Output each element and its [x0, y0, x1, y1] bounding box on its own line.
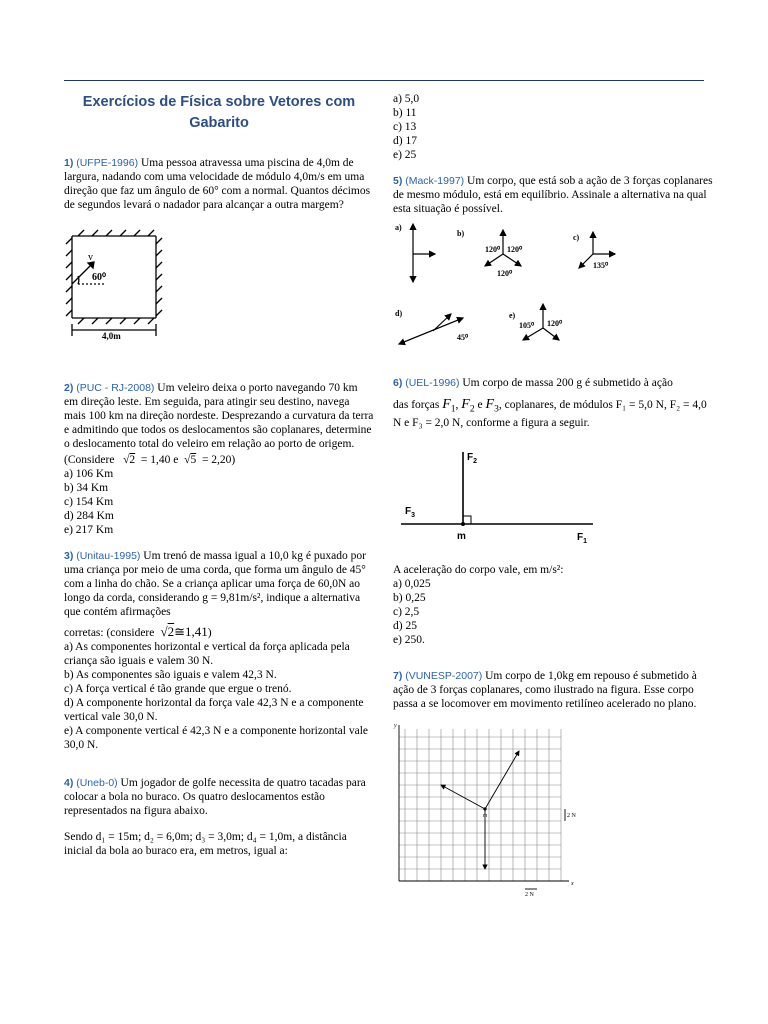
f1-label: $F_1$: [577, 532, 588, 546]
question-6: [393, 376, 713, 390]
sqrt-5: 5: [190, 454, 197, 466]
conjunction: e: [477, 399, 483, 411]
forces-label: das forças: [393, 399, 440, 411]
option: b) 0,25: [393, 592, 426, 605]
q3-options: [64, 640, 374, 752]
force-f2: F: [461, 397, 470, 412]
right-column: [393, 92, 713, 897]
question-7: [393, 669, 713, 711]
y-axis-label: y: [394, 723, 397, 730]
question-1: [64, 156, 374, 212]
option: b) As componentes são iguais e valem 42,3 N.: [64, 669, 277, 681]
angle-label: 120⁰: [485, 245, 501, 254]
question-number: 1): [64, 157, 74, 169]
question-source: (UFPE-1996): [76, 157, 139, 169]
sqrt-2: 2: [129, 454, 136, 466]
question-source: (Uneb-0): [76, 777, 118, 789]
approx-value: ≅1,41: [174, 624, 208, 639]
option: a) As componentes horizontal e vertical da força aplicada pela criança são iguais e valem 30 N.: [64, 641, 350, 667]
q6-options: [393, 577, 713, 647]
mass-label: m: [457, 531, 466, 543]
option: b) 11: [393, 107, 417, 119]
question-5: [393, 174, 713, 216]
question-4: [64, 776, 374, 818]
x-axis-label: x: [571, 881, 574, 888]
f3-label: $F_3$: [405, 506, 416, 520]
sqrt-2-value: = 1,40 e: [140, 454, 179, 466]
q2-options: [64, 467, 374, 537]
grid-forces-figure: [393, 717, 583, 897]
question-4-data: Sendo d₁ = 15m; d₂ = 6,0m; d₃ = 3,0m; d₄ = 1,0m, a distância inicial da bola ao buraco era, em metros, igual a:: [64, 831, 347, 857]
option: d) 284 Km: [64, 510, 114, 522]
option: d) A componente horizontal da força vale 42,3 N e a componente vertical vale 30,0 N.: [64, 697, 364, 723]
option: c) A força vertical é tão grande que ergue o trenó.: [64, 683, 292, 695]
question-text: Um corpo de massa 200 g é submetido à ação: [462, 377, 673, 389]
option: c) 154 Km: [64, 496, 114, 508]
question-2: [64, 381, 374, 451]
mass-point: [483, 808, 486, 811]
angle-label: 120⁰: [507, 245, 523, 254]
mass-label: m: [483, 813, 488, 820]
force-options-figure: [393, 222, 623, 352]
option: c) 2,5: [393, 606, 420, 619]
forces-figure: [393, 440, 613, 555]
force-f1-sub: 1: [450, 403, 456, 415]
pool-figure: [64, 226, 174, 341]
question-text: Um jogador de golfe necessita de quatro tacadas para colocar a bola no buraco. Os quatro deslocamentos estão representados na figura abaixo.: [64, 777, 366, 817]
option-c-label: c): [573, 233, 580, 242]
question-text: , coplanares, de módulos F₁ = 5,0 N, F₂ = 4,0 N e F₃ = 2,0 N, conforme a figura a seguir.: [393, 399, 707, 430]
option: b) 34 Km: [64, 482, 109, 494]
force-f3-sub: 3: [494, 403, 499, 415]
option: a) 0,025: [393, 578, 431, 591]
option-a-label: a): [395, 223, 402, 232]
angle-label: 45⁰: [457, 333, 469, 342]
mass-point: [461, 522, 465, 526]
f2-label: $F_2$: [467, 452, 478, 466]
option: e) 25: [393, 149, 417, 161]
question-number: 2): [64, 382, 74, 394]
angle-label: 120⁰: [497, 269, 513, 278]
header-rule: [64, 80, 704, 81]
question-6-prompt: A aceleração do corpo vale, em m/s²:: [393, 564, 564, 577]
corretas-label: corretas: (considere: [64, 627, 155, 639]
sqrt-2: 2: [167, 624, 175, 639]
question-text: Um veleiro deixa o porto navegando 70 km em direção leste. Em seguida, para atingir seu destino, navega mais 100 km na direção nordeste. Desprezando a curvatura da terra e admitindo que todos os deslocamentos são coplanares, determine o deslocamento total do veleiro em relação ao porto de origem.: [64, 382, 374, 450]
page-title: Exercícios de Física sobre Vetores com Gabarito: [82, 94, 356, 131]
angle-label: 120⁰: [547, 319, 563, 328]
question-number: 3): [64, 550, 74, 562]
option: a) 106 Km: [64, 468, 114, 480]
option-e-label: e): [509, 311, 516, 320]
question-number: 5): [393, 175, 403, 187]
horizontal-scale-label: 2 N: [525, 892, 534, 898]
question-text: Um trenó de massa igual a 10,0 kg é puxado por uma criança por meio de uma corda, que forma um ângulo de 45° com a linha do chão. Se a criança aplicar uma força de 60,0N ao longo da corda, considerando g = 9,81m/s², indique a alternativa que contém afirmações: [64, 550, 366, 618]
left-column: [64, 92, 374, 858]
consider-line: (Considere √2 = 1,40 e √5 = 2,20): [64, 454, 236, 466]
consider-line: corretas: (considere √2≅1,41): [64, 624, 212, 639]
question-number: 7): [393, 670, 403, 683]
question-source: (VUNESP-2007): [405, 670, 483, 683]
question-3: [64, 549, 374, 619]
question-text: Uma pessoa atravessa uma piscina de 4,0m de largura, nadando com uma velocidade de módulo 4,0m/s em uma direção que faz um ângulo de 60° com a normal. Quantos décimos de segundos levará o nadador para alcançar a outra margem?: [64, 157, 371, 211]
option: d) 25: [393, 620, 417, 633]
question-6-text: das forças $F_1$, $F_2$ e $F_3$, coplanares, de módulos F₁ = 5,0 N, F₂ = 4,0 N e F₃ = 2,0 N, conforme a figura a seguir.: [393, 397, 707, 430]
vertical-scale-label: 2 N: [567, 813, 576, 820]
option-b-label: b): [457, 229, 465, 238]
question-number: 4): [64, 777, 74, 789]
close-paren: ): [207, 627, 212, 639]
question-source: (UEL-1996): [405, 377, 460, 389]
force-f2-sub: 2: [469, 403, 475, 415]
question-source: (Mack-1997): [405, 175, 465, 187]
width-label: 4,0m: [102, 331, 121, 341]
option: c) 13: [393, 121, 417, 133]
consider-label: (Considere: [64, 454, 115, 466]
option: e) 250.: [393, 634, 425, 647]
question-source: (PUC - RJ-2008): [76, 382, 155, 394]
question-number: 6): [393, 377, 403, 389]
option: a) 5,0: [393, 93, 420, 105]
question-text: Um corpo de 1,0kg em repouso é submetido à ação de 3 forças coplanares, como ilustrado na figura. Esse corpo passa a se locomover em movimento retilíneo acelerado no plano.: [393, 670, 697, 711]
option: e) 217 Km: [64, 524, 114, 536]
option: e) A componente vertical é 42,3 N e a componente horizontal vale 30,0 N.: [64, 725, 368, 751]
angle-label: 60⁰: [92, 272, 107, 283]
option: d) 17: [393, 135, 417, 147]
q4-options: [393, 92, 713, 162]
question-source: (Unitau-1995): [76, 550, 141, 562]
velocity-label: v: [88, 252, 93, 263]
option-d-label: d): [395, 309, 403, 318]
question-text: Um corpo, que está sob a ação de 3 forças coplanares de mesmo módulo, está em equilíbrio. Assinale a alternativa na qual esta situação é possível.: [393, 175, 713, 215]
angle-label: 105⁰: [519, 321, 535, 330]
force-f3: F: [485, 397, 495, 412]
sqrt-5-value: = 2,20): [201, 454, 236, 466]
angle-label: 135⁰: [593, 261, 609, 270]
force-f1: F: [442, 397, 451, 412]
